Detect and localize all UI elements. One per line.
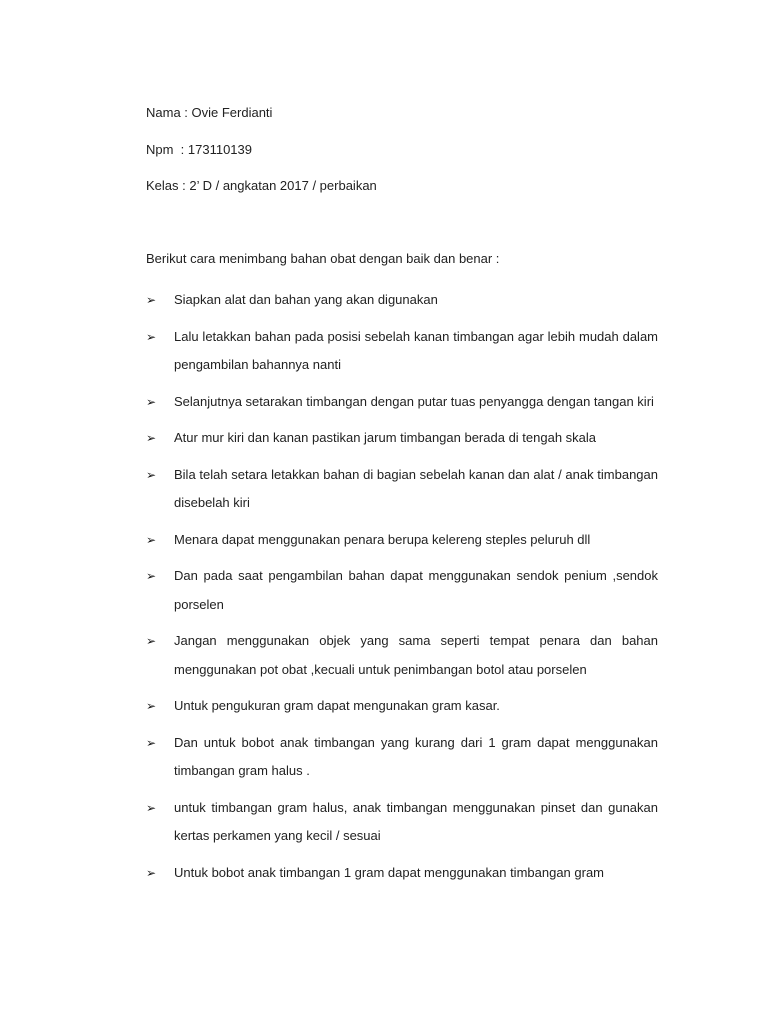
arrowhead-bullet-icon: ➢ xyxy=(146,293,157,307)
step-text: Menara dapat menggunakan penara berupa kelereng steples peluruh dll xyxy=(174,531,591,547)
student-name: Nama : Ovie Ferdianti xyxy=(146,105,273,120)
step-text: Dan pada saat pengambilan bahan dapat menggunakan sendok penium ,sendok porselen xyxy=(174,568,658,612)
list-item xyxy=(146,692,658,721)
step-text: untuk timbangan gram halus, anak timbangan menggunakan pinset dan gunakan kertas perkamen yang kecil / sesuai xyxy=(174,799,658,843)
list-item xyxy=(146,859,658,888)
arrowhead-bullet-icon: ➢ xyxy=(146,394,157,409)
intro-text: Berikut cara menimbang bahan obat dengan baik dan benar : xyxy=(146,251,500,266)
list-item xyxy=(146,526,658,555)
arrowhead-bullet-icon: ➢ xyxy=(146,634,157,648)
arrowhead-bullet-icon: ➢ xyxy=(146,431,157,445)
arrowhead-bullet-icon: ➢ xyxy=(146,865,157,880)
arrowhead-bullet-icon: ➢ xyxy=(146,735,157,750)
arrowhead-bullet-icon: ➢ xyxy=(146,800,157,815)
list-item xyxy=(146,286,658,315)
list-item xyxy=(146,562,658,619)
step-text: Selanjutnya setarakan timbangan dengan putar tuas penyangga dengan tangan kiri xyxy=(174,393,654,409)
list-item xyxy=(146,627,658,684)
list-item xyxy=(146,323,658,380)
step-text: Atur mur kiri dan kanan pastikan jarum timbangan berada di tengah skala xyxy=(174,430,597,445)
student-class: Kelas : 2’ D / angkatan 2017 / perbaikan xyxy=(146,178,377,193)
list-item xyxy=(146,794,658,851)
list-item xyxy=(146,461,658,518)
student-npm: Npm : 173110139 xyxy=(146,142,252,157)
step-text: Dan untuk bobot anak timbangan yang kurang dari 1 gram dapat menggunakan timbangan gram halus . xyxy=(174,734,658,778)
step-text: Siapkan alat dan bahan yang akan digunakan xyxy=(174,292,438,307)
step-text: Untuk pengukuran gram dapat mengunakan gram kasar. xyxy=(174,698,500,713)
list-item xyxy=(146,388,658,417)
arrowhead-bullet-icon: ➢ xyxy=(146,329,157,344)
step-text: Bila telah setara letakkan bahan di bagian sebelah kanan dan alat / anak timbangan disebelah kiri xyxy=(174,466,658,510)
arrowhead-bullet-icon: ➢ xyxy=(146,532,157,547)
steps-list xyxy=(146,286,658,887)
arrowhead-bullet-icon: ➢ xyxy=(146,467,157,482)
list-item xyxy=(146,729,658,786)
arrowhead-bullet-icon: ➢ xyxy=(146,699,157,713)
step-text: Lalu letakkan bahan pada posisi sebelah kanan timbangan agar lebih mudah dalam pengambilan bahannya nanti xyxy=(174,328,658,372)
arrowhead-bullet-icon: ➢ xyxy=(146,569,157,583)
step-text: Untuk bobot anak timbangan 1 gram dapat menggunakan timbangan gram xyxy=(174,864,605,880)
list-item xyxy=(146,424,658,453)
step-text: Jangan menggunakan objek yang sama seperti tempat penara dan bahan menggunakan pot obat ,kecuali untuk penimbangan botol atau porselen xyxy=(174,633,658,677)
